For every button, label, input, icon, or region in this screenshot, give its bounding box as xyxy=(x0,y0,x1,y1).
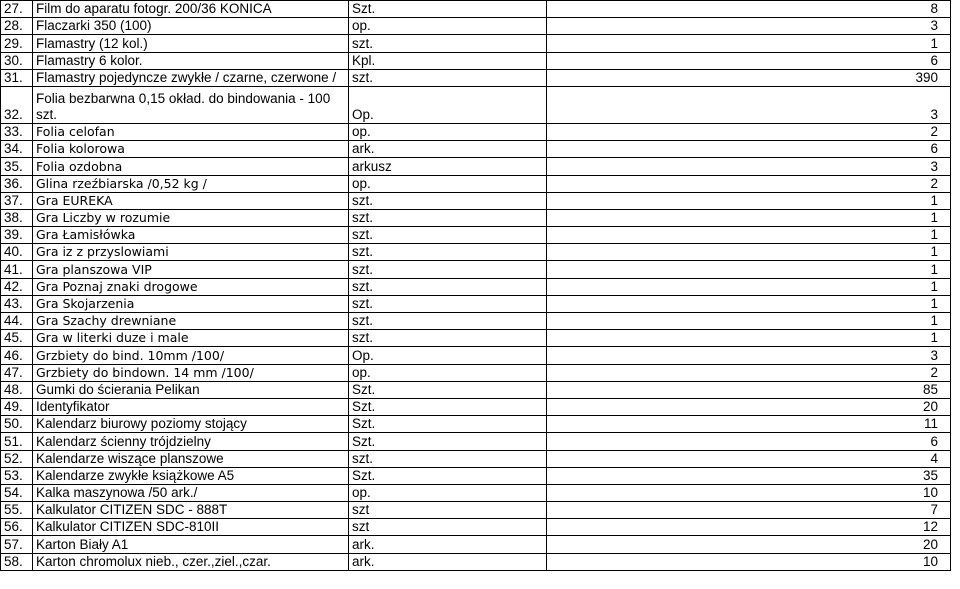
item-quantity: 1 xyxy=(547,313,951,330)
item-name: Glina rzeźbiarska /0,52 kg / xyxy=(33,175,349,192)
item-quantity: 10 xyxy=(547,484,951,501)
row-number: 33. xyxy=(1,123,33,140)
item-name: Kalkulator CITIZEN SDC-810II xyxy=(33,519,349,536)
table-row xyxy=(1,347,951,364)
item-unit: szt. xyxy=(349,209,547,226)
table-row xyxy=(1,175,951,192)
item-unit: szt. xyxy=(349,261,547,278)
item-quantity: 1 xyxy=(547,330,951,347)
item-name: Gra planszowa VIP xyxy=(33,261,349,278)
item-unit: Szt. xyxy=(349,433,547,450)
row-number: 27. xyxy=(1,1,33,18)
table-row xyxy=(1,244,951,261)
item-quantity: 390 xyxy=(547,69,951,86)
item-unit: ark. xyxy=(349,141,547,158)
item-unit: szt. xyxy=(349,35,547,52)
table-row xyxy=(1,278,951,295)
item-quantity: 1 xyxy=(547,192,951,209)
item-unit: szt xyxy=(349,502,547,519)
row-number: 48. xyxy=(1,381,33,398)
item-name: Karton chromolux nieb., czer.,ziel.,czar. xyxy=(33,553,349,570)
item-unit: szt. xyxy=(349,450,547,467)
item-unit: op. xyxy=(349,175,547,192)
item-name: Gra Szachy drewniane xyxy=(33,313,349,330)
item-unit: szt. xyxy=(349,192,547,209)
table-row xyxy=(1,209,951,226)
item-unit: Kpl. xyxy=(349,52,547,69)
item-quantity: 1 xyxy=(547,227,951,244)
item-name: Kalendarze wiszące planszowe xyxy=(33,450,349,467)
item-name: Folia ozdobna xyxy=(33,158,349,175)
item-quantity: 11 xyxy=(547,416,951,433)
row-number: 29. xyxy=(1,35,33,52)
item-quantity: 1 xyxy=(547,209,951,226)
row-number: 38. xyxy=(1,209,33,226)
item-name: Gra iz z przyslowiami xyxy=(33,244,349,261)
item-quantity: 1 xyxy=(547,244,951,261)
table-row xyxy=(1,1,951,18)
table-row xyxy=(1,158,951,175)
item-name: Gra Liczby w rozumie xyxy=(33,209,349,226)
item-quantity: 3 xyxy=(547,86,951,123)
item-quantity: 1 xyxy=(547,35,951,52)
table-row xyxy=(1,398,951,415)
item-quantity: 6 xyxy=(547,433,951,450)
row-number: 40. xyxy=(1,244,33,261)
table-row xyxy=(1,35,951,52)
row-number: 43. xyxy=(1,295,33,312)
table-row xyxy=(1,313,951,330)
item-unit: Szt. xyxy=(349,381,547,398)
row-number: 39. xyxy=(1,227,33,244)
row-number: 31. xyxy=(1,69,33,86)
item-unit: ark. xyxy=(349,536,547,553)
item-unit: szt. xyxy=(349,227,547,244)
row-number: 34. xyxy=(1,141,33,158)
item-quantity: 20 xyxy=(547,536,951,553)
item-quantity: 10 xyxy=(547,553,951,570)
item-quantity: 3 xyxy=(547,158,951,175)
item-unit: Szt. xyxy=(349,1,547,18)
item-quantity: 3 xyxy=(547,347,951,364)
table-row xyxy=(1,18,951,35)
item-name: Kalka maszynowa /50 ark./ xyxy=(33,484,349,501)
item-name: Identyfikator xyxy=(33,398,349,415)
row-number: 57. xyxy=(1,536,33,553)
item-unit: Szt. xyxy=(349,467,547,484)
item-name: Karton Biały A1 xyxy=(33,536,349,553)
table-row xyxy=(1,192,951,209)
item-quantity: 2 xyxy=(547,364,951,381)
row-number: 55. xyxy=(1,502,33,519)
row-number: 46. xyxy=(1,347,33,364)
item-name: Gra Łamisłówka xyxy=(33,227,349,244)
item-unit: Szt. xyxy=(349,416,547,433)
row-number: 42. xyxy=(1,278,33,295)
item-name: Gra Poznaj znaki drogowe xyxy=(33,278,349,295)
item-unit: Szt. xyxy=(349,398,547,415)
table-row xyxy=(1,416,951,433)
item-name: Grzbiety do bindown. 14 mm /100/ xyxy=(33,364,349,381)
table-row xyxy=(1,553,951,570)
table-row xyxy=(1,519,951,536)
row-number: 37. xyxy=(1,192,33,209)
item-quantity: 2 xyxy=(547,175,951,192)
table-row xyxy=(1,381,951,398)
row-number: 41. xyxy=(1,261,33,278)
item-name: Flaczarki 350 (100) xyxy=(33,18,349,35)
table-row xyxy=(1,433,951,450)
table-row xyxy=(1,141,951,158)
inventory-table-body xyxy=(1,1,951,571)
item-quantity: 7 xyxy=(547,502,951,519)
item-quantity: 6 xyxy=(547,141,951,158)
item-name: Gra EUREKA xyxy=(33,192,349,209)
item-name: Kalendarze zwykłe książkowe A5 xyxy=(33,467,349,484)
row-number: 35. xyxy=(1,158,33,175)
item-name: Kalendarz biurowy poziomy stojący xyxy=(33,416,349,433)
item-unit: szt xyxy=(349,519,547,536)
table-row xyxy=(1,467,951,484)
item-unit: op. xyxy=(349,484,547,501)
table-row xyxy=(1,227,951,244)
item-unit: op. xyxy=(349,123,547,140)
item-quantity: 8 xyxy=(547,1,951,18)
row-number: 49. xyxy=(1,398,33,415)
table-row xyxy=(1,52,951,69)
item-unit: op. xyxy=(349,18,547,35)
table-row xyxy=(1,261,951,278)
item-quantity: 1 xyxy=(547,295,951,312)
item-unit: Op. xyxy=(349,86,547,123)
table-row xyxy=(1,123,951,140)
table-row xyxy=(1,330,951,347)
item-quantity: 3 xyxy=(547,18,951,35)
table-row xyxy=(1,86,951,123)
item-quantity: 35 xyxy=(547,467,951,484)
row-number: 51. xyxy=(1,433,33,450)
row-number: 53. xyxy=(1,467,33,484)
table-row xyxy=(1,484,951,501)
table-row xyxy=(1,295,951,312)
item-name: Folia celofan xyxy=(33,123,349,140)
row-number: 36. xyxy=(1,175,33,192)
item-unit: szt. xyxy=(349,244,547,261)
item-name: Gra w literki duze i male xyxy=(33,330,349,347)
item-name: Film do aparatu fotogr. 200/36 KONICA xyxy=(33,1,349,18)
item-quantity: 4 xyxy=(547,450,951,467)
item-quantity: 20 xyxy=(547,398,951,415)
table-row xyxy=(1,502,951,519)
row-number: 32. xyxy=(1,86,33,123)
row-number: 54. xyxy=(1,484,33,501)
item-unit: szt. xyxy=(349,330,547,347)
item-name: Gumki do ścierania Pelikan xyxy=(33,381,349,398)
item-unit: arkusz xyxy=(349,158,547,175)
row-number: 45. xyxy=(1,330,33,347)
table-row xyxy=(1,69,951,86)
item-name: Folia bezbarwna 0,15 okład. do bindowania - 100 szt. xyxy=(33,86,349,123)
item-name: Flamastry (12 kol.) xyxy=(33,35,349,52)
item-name: Gra Skojarzenia xyxy=(33,295,349,312)
item-unit: op. xyxy=(349,364,547,381)
item-name: Flamastry 6 kolor. xyxy=(33,52,349,69)
item-unit: ark. xyxy=(349,553,547,570)
item-quantity: 6 xyxy=(547,52,951,69)
row-number: 47. xyxy=(1,364,33,381)
item-name: Grzbiety do bind. 10mm /100/ xyxy=(33,347,349,364)
item-quantity: 1 xyxy=(547,261,951,278)
item-quantity: 85 xyxy=(547,381,951,398)
row-number: 50. xyxy=(1,416,33,433)
item-unit: szt. xyxy=(349,295,547,312)
item-name: Kalkulator CITIZEN SDC - 888T xyxy=(33,502,349,519)
row-number: 28. xyxy=(1,18,33,35)
table-row xyxy=(1,364,951,381)
item-quantity: 1 xyxy=(547,278,951,295)
row-number: 30. xyxy=(1,52,33,69)
item-unit: szt. xyxy=(349,69,547,86)
row-number: 52. xyxy=(1,450,33,467)
item-quantity: 2 xyxy=(547,123,951,140)
item-name: Flamastry pojedyncze zwykłe / czarne, czerwone / xyxy=(33,69,349,86)
item-unit: szt. xyxy=(349,313,547,330)
row-number: 56. xyxy=(1,519,33,536)
row-number: 44. xyxy=(1,313,33,330)
item-unit: szt. xyxy=(349,278,547,295)
item-unit: Op. xyxy=(349,347,547,364)
row-number: 58. xyxy=(1,553,33,570)
item-name: Kalendarz ścienny trójdzielny xyxy=(33,433,349,450)
item-quantity: 12 xyxy=(547,519,951,536)
item-name: Folia kolorowa xyxy=(33,141,349,158)
table-row xyxy=(1,450,951,467)
table-row xyxy=(1,536,951,553)
